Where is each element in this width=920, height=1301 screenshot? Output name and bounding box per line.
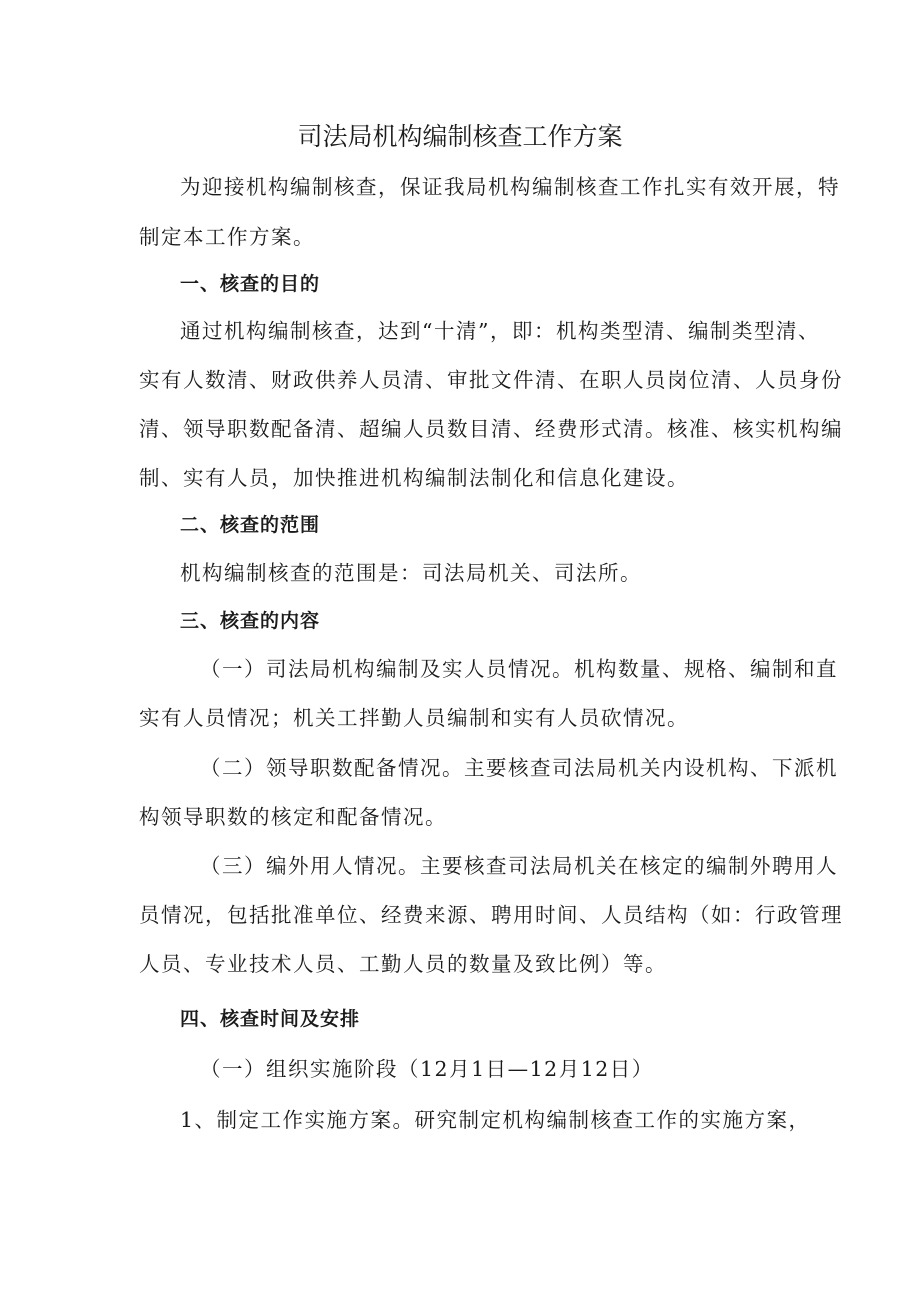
document-title: 司法局机构编制核查工作方案 [297, 122, 623, 151]
content-item-3-line-3: 人员、专业技术人员、工勤人员的数量及致比例）等。 [139, 952, 667, 976]
intro-paragraph-line-2: 制定本工作方案。 [139, 225, 315, 249]
content-item-2-line-2: 构领导职数的核定和配备情况。 [139, 805, 447, 829]
schedule-phase-1: （一）组织实施阶段（12月1日—12月12日） [200, 1057, 654, 1081]
schedule-step-1: 1、制定工作实施方案。研究制定机构编制核查工作的实施方案， [180, 1108, 811, 1132]
purpose-paragraph-line-4: 制、实有人员，加快推进机构编制法制化和信息化建设。 [139, 466, 689, 490]
section-heading-content: 三、核查的内容 [180, 610, 321, 632]
section-heading-scope: 二、核查的范围 [180, 514, 321, 536]
section-heading-purpose: 一、核查的目的 [180, 273, 321, 295]
content-item-3-line-1: （三）编外用人情况。主要核查司法局机关在核定的编制外聘用人 [200, 854, 838, 878]
content-item-2-line-1: （二）领导职数配备情况。主要核查司法局机关内设机构、下派机 [200, 756, 838, 780]
purpose-paragraph-line-3: 清、领导职数配备清、超编人员数目清、经费形式清。核准、核实机构编 [139, 417, 843, 441]
section-heading-schedule: 四、核查时间及安排 [180, 1008, 361, 1030]
content-item-3-line-2: 员情况，包括批准单位、经费来源、聘用时间、人员结构（如：行政管理 [139, 903, 843, 927]
purpose-paragraph-line-2: 实有人数清、财政供养人员清、审批文件清、在职人员岗位清、人员身份 [139, 368, 843, 392]
scope-paragraph: 机构编制核查的范围是：司法局机关、司法所。 [180, 561, 642, 585]
intro-paragraph-line-1: 为迎接机构编制核查，保证我局机构编制核查工作扎实有效开展，特 [180, 175, 840, 199]
purpose-paragraph-line-1: 通过机构编制核查，达到“十清”，即：机构类型清、编制类型清、 [180, 319, 820, 343]
content-item-1-line-2: 实有人员情况；机关工拌勤人员编制和实有人员砍情况。 [139, 706, 689, 730]
content-item-1-line-1: （一）司法局机构编制及实人员情况。机构数量、规格、编制和直 [200, 657, 838, 681]
